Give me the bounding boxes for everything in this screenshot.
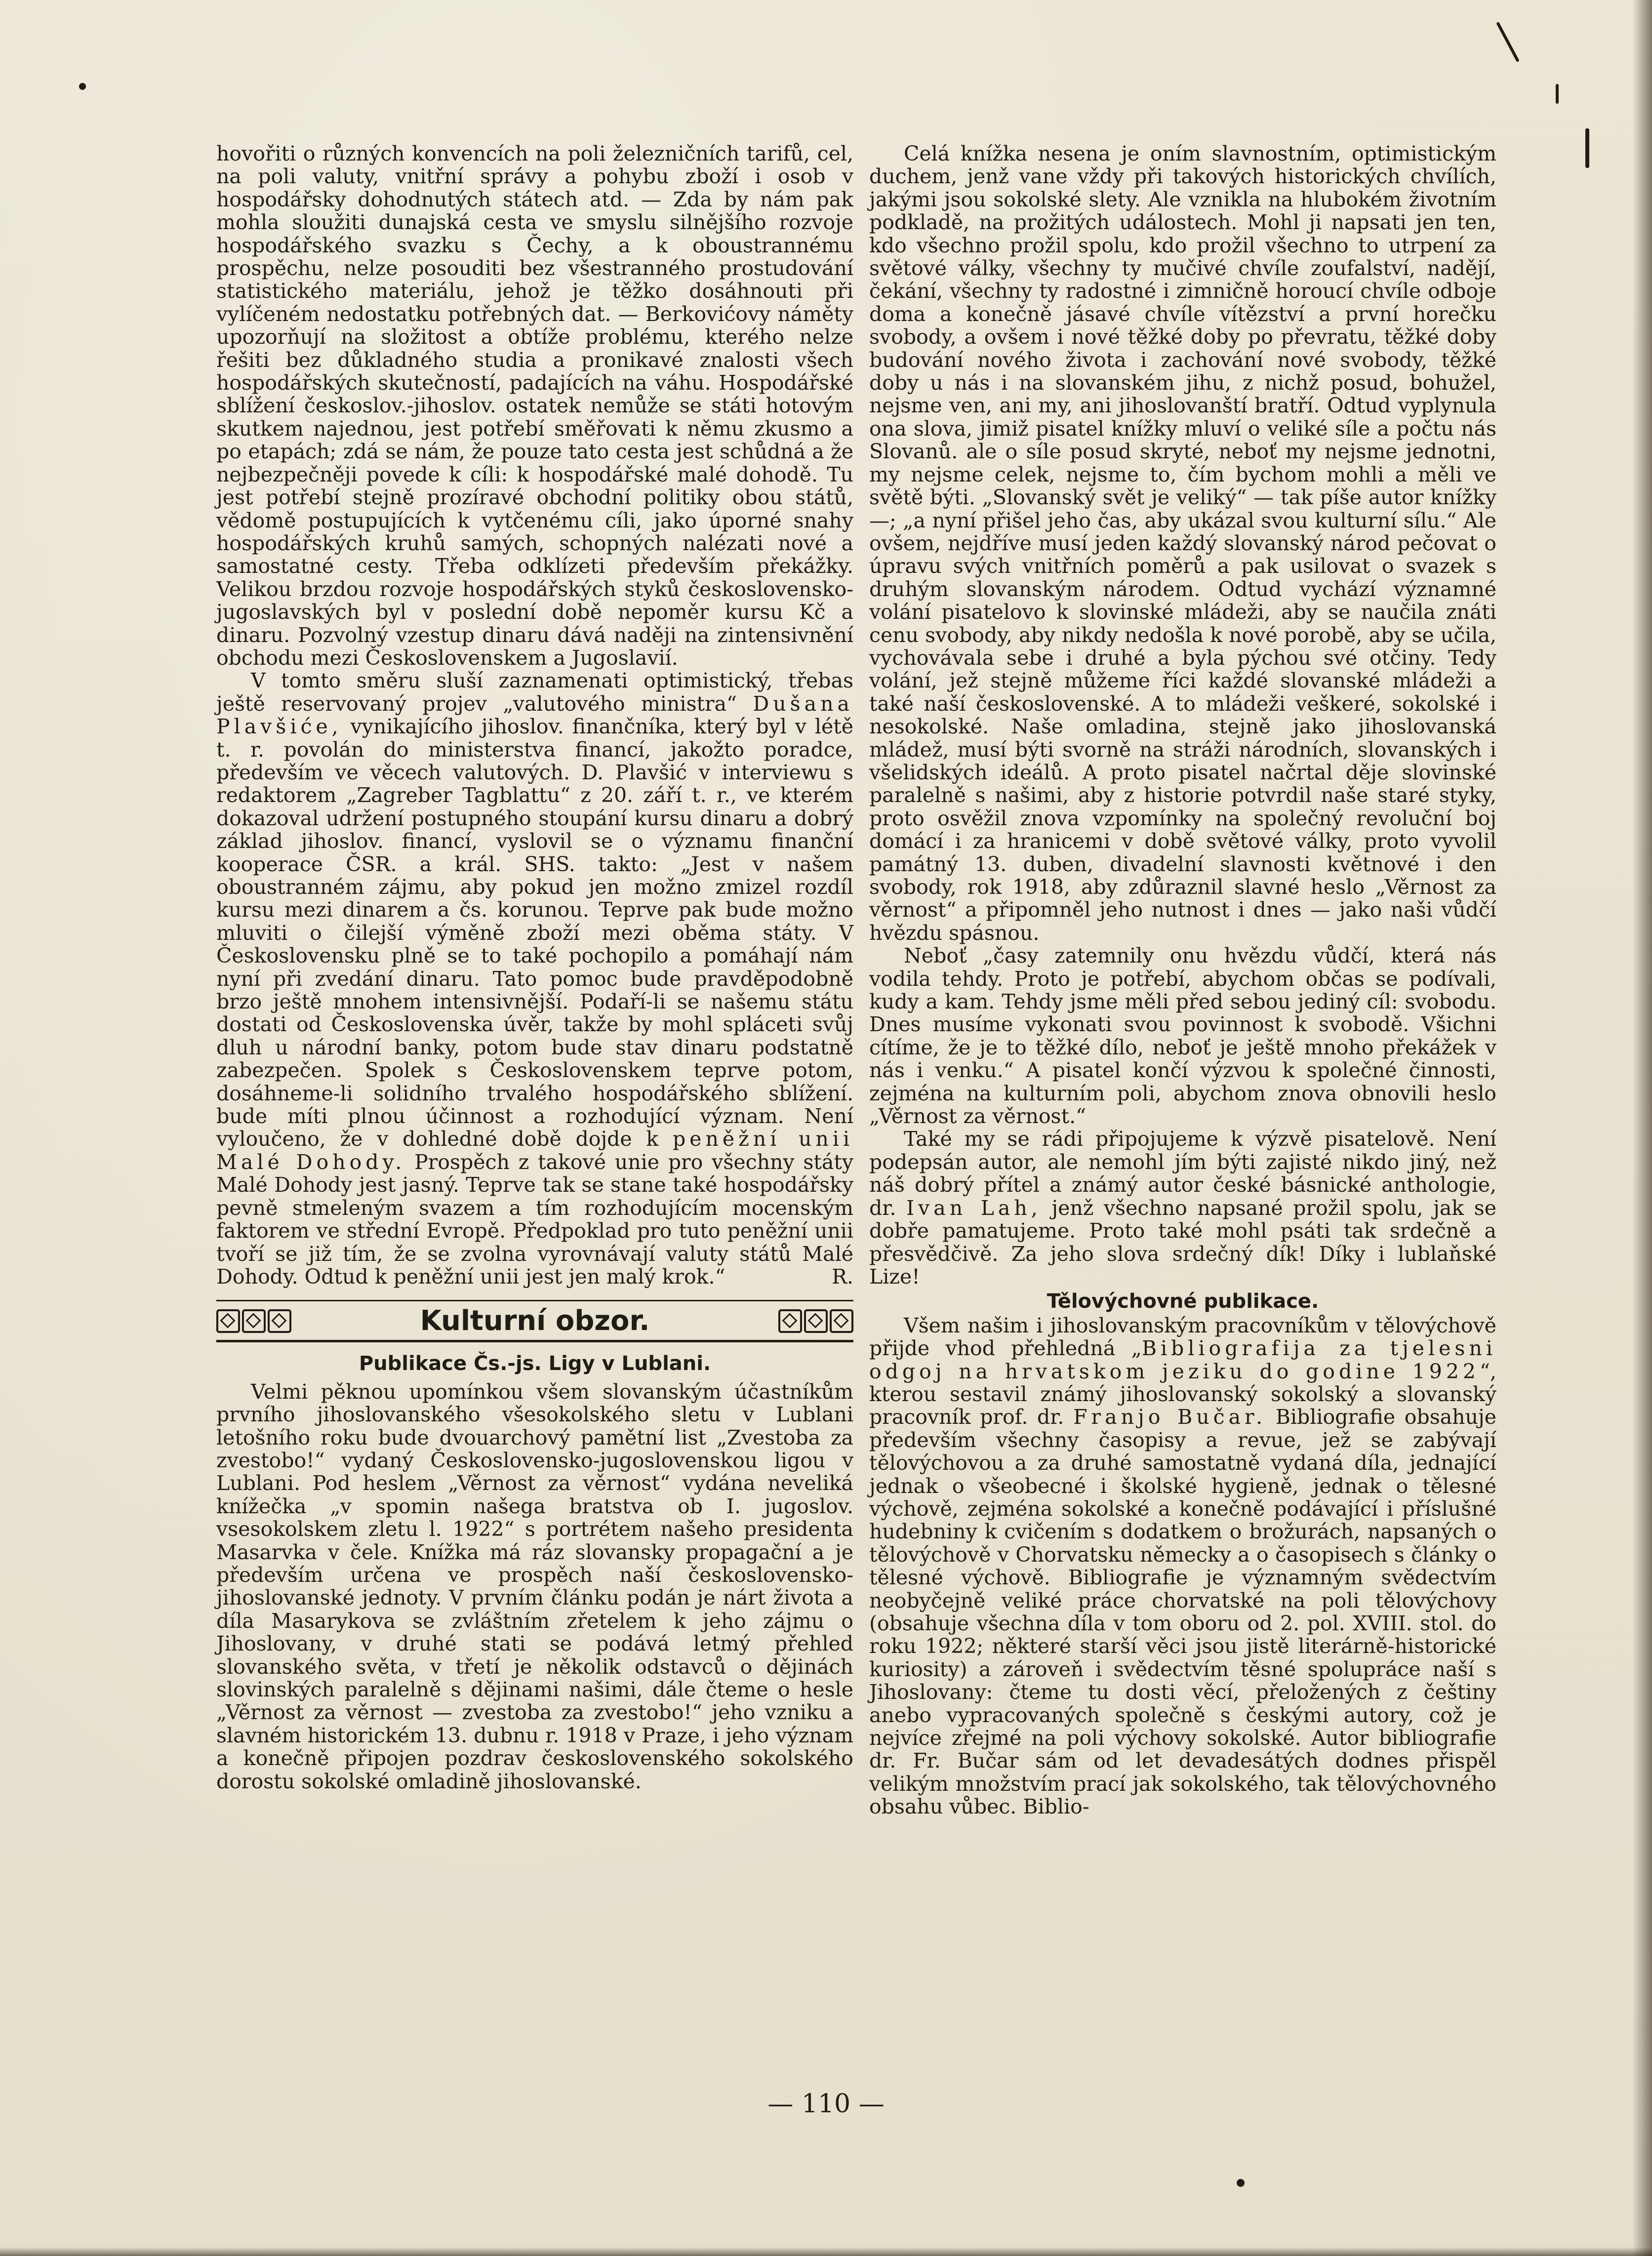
header-rule-top — [216, 1300, 853, 1301]
article-paragraph: Velmi pěknou upomínkou všem slovanským účastníkům prvního jihoslovanského všesokolského sletu v Lublani letošního roku bude dvouarchový pamětní list „Zvestoba za zvestobo!“ vydaný Československo-jugoslovenskou ligou v Lublani. Pod heslem „Věrnost za věrnost“ vydána neveliká knížečka „v spomin našega bratstva ob I. jugoslov. vsesokolskem zletu l. 1922“ s portrétem našeho presidenta Masarvka v čele. Knížka má ráz slovansky propagační a je především určena ve prospěch naší československo-jihoslovanské jednoty. V prvním článku podán je nárt života a díla Masarykova se zvláštním zřetelem k jeho zájmu o Jihoslovany, v druhé stati se podává letmý přehled slovanského světa, v třetí je několik odstavců o dějinách slovinských paralelně s dějinami našimi, dále čteme o hesle „Věrnost za věrnost — zvestoba za zvestobo!“ jeho vzniku a slavném historickém 13. dubnu r. 1918 v Praze, i jeho význam a konečně připojen pozdrav československého sokolského dorostu sokolské omladině jihoslovanské. — [216, 1379, 853, 1793]
paragraph-text: Všem našim i jihoslovanským pracovníkům v tělovýchově přijde vhod přehledná „ — [869, 1313, 1496, 1361]
page-bottom-shadow — [0, 2247, 1652, 2256]
person-name: Dušana Plavšiće, — [216, 691, 853, 739]
article-paragraph: hovořiti o různých konvencích na poli železničních tarifů, cel, na poli valuty, vnitřní správy a pohybu zboží i osob v hospodářsky dohodnutých státech atd. — Zda by nám pak mohla sloužiti dunajská cesta ve smyslu silnějšího rozvoje hospodářského svazku s Čechy, a k oboustrannému prospěchu, nelze posouditi bez všestranného prostudování statistického materiálu, jehož je těžko dosáhnouti při vylíčeném nedostatku potřebných dat. — Berkovićovy náměty upozorňují na složitost a obtíže problému, kterého nelze řešiti bez důkladného studia a pronikavé znalosti všech hospodářských skutečností, padajících na váhu. Hospodářské sblížení českoslov.-jihoslov. ostatek nemůže se státi hotovým skutkem najednou, jest potřebí směřovati k němu zkusmo a po etapách; zdá se nám, že pouze tato cesta jest schůdná a že nejbezpečněji povede k cíli: k hospodářské malé dohodě. Tu jest potřebí stejně prozíravé obchodní politiky obou států, vědomě postupujících k vytčenému cíli, jako úporné snahy hospodářských kruhů samých, schopných nalézati nové a samostatné cesty. Třeba odklízeti především překážky. Velikou brzdou rozvoje hospodářských styků československo-jugoslavských byl v poslední době nepoměr kursu Kč a dinaru. Pozvolný vzestup dinaru dává naději na zintensivnění obchodu mezi Československem a Jugoslavií. — [216, 142, 853, 670]
left-column — [216, 142, 853, 1793]
paragraph-text: vynikajícího jihoslov. finančníka, který byl v létě t. r. povolán do ministerstva financí, jakožto poradce, především ve věcech valutových. D. Plavšić v interviewu s redaktorem „Zagreber Tagblattu“ z 20. září t. r., ve kterém dokazoval udržení postupného stoupání kursu dinaru a dobrý základ jihoslov. financí, vyslovil se o významu finanční kooperace ČSR. a král. SHS. takto: „Jest v našem oboustranném zájmu, aby pokud jen možno zmizel rozdíl kursu mezi dinarem a čs. korunou. Teprve pak bude možno mluviti o čilejší výměně zboží mezi oběma státy. V Československu plně se to také pochopilo a pomáhají nám nyní při zvedání dinaru. Tato pomoc bude pravděpodobně brzo ještě mnohem intensivnější. Podaří-li se našemu státu dostati od Československa úvěr, takže by mohl spláceti svůj dluh u národní banky, potom bude stav dinaru podstatně zabezpečen. Spolek s Československem teprve potom, dosáhneme-li solidního trvalého hospodářského sblížení. bude míti plnou účinnost a rozhodující význam. Není vyloučeno, že v dohledné době dojde k — [216, 715, 853, 1151]
ink-speck — [1496, 22, 1520, 62]
person-name: Franjo Bučar. — [1073, 1405, 1267, 1429]
paragraph-text: Prospěch z takové unie pro všechny státy Malé Dohody jest jasný. Teprve tak se stane také hospodářsky pevně stmeleným svazem a tím rozhodujícím mocenským faktorem ve střední Evropě. Předpoklad pro tuto peněžní unii tvoří se již tím, že se zvolna vyrovnávají valuty států Malé Dohody. Odtud k peněžní unii jest jen malý krok.“ — [216, 1150, 853, 1289]
paragraph-text: jenž všechno napsané prožil spolu, jak se dobře pamatujeme. Proto také mohl psáti tak srdečně a přesvědčivě. Za jeho slova srdečný dík! Díky i lublaňské Lize! — [869, 1196, 1496, 1289]
subsection-title: Publikace Čs.-js. Ligy v Lublani. — [359, 1352, 711, 1375]
ink-speck — [1237, 2179, 1245, 2187]
section-title: Kulturní obzor. — [420, 1305, 650, 1337]
author-signature: R. — [832, 1264, 853, 1289]
article-paragraph: Neboť „časy zatemnily onu hvězdu vůdčí, která nás vodila tehdy. Proto je potřebí, abychom občas se podívali, kudy a kam. Tehdy jsme měli před sebou jediný cíl: svobodu. Dnes musíme vykonati svou povinnost k svobodě. Všichni cítíme, že je to těžké dílo, neboť je ještě mnoho překážek v nás i venku.“ A pisatel končí výzvou k společné činnosti, zejména na kulturním poli, abychom znova obnovili heslo „Věrnost za věrnost.“ — [869, 944, 1496, 1128]
subsection-title: Tělovýchovné publikace. — [1047, 1290, 1319, 1313]
page-edge-shadow — [1632, 0, 1652, 2256]
paragraph-text: V tomto směru sluší zaznamenati optimistický, třebas ještě reservovaný projev „valutového ministra“ — [216, 669, 853, 716]
emphasis-text: peněžní unii Malé Dohody. — [216, 1127, 853, 1174]
ink-speck — [1556, 84, 1559, 104]
paragraph-text: Také my se rádi připojujeme k výzvě pisatelově. Není podepsán autor, ale nemohl jím býti zajisté nikdo jiný, než náš dobrý přítel a známý autor české básnické anthologie, dr. — [869, 1127, 1496, 1220]
right-column — [869, 142, 1496, 1818]
page-number: — 110 — — [767, 2089, 885, 2119]
book-title: Bibliografija za tjelesni odgoj na hrvatskom jeziku do godine 1922 — [869, 1336, 1496, 1383]
header-rule-bottom — [216, 1340, 853, 1342]
ornament-right-icon — [778, 1309, 853, 1333]
article-paragraph — [869, 1128, 1496, 1288]
section-header — [216, 1303, 853, 1339]
paragraph-text: “, kterou sestavil známý jihoslovanský sokolský a slovanský pracovník prof. dr. — [869, 1359, 1496, 1429]
paragraph-text: Bibliografie obsahuje především všechny časopisy a revue, jež se zabývají tělovýchovou a za druhé samostatně vydaná díla, jednající jednak o všeobecné i školské hygieně, jednak o tělesné výchově, zejména sokolské a konečně podávající i příslušné hudebniny k cvičením s dodatkem o brožurách, napsaných o tělovýchově v Chorvatsku německy a o časopisech s články o tělesné výchově. Bibliografie je významným svědectvím neobyčejně veliké práce chorvatské na poli tělovýchovy (obsahuje všechna díla v tom oboru od 2. pol. XVIII. stol. do roku 1922; některé starší věci jsou jistě literárně-historické kuriosity) a zároveň i svědectvím těsné spolupráce naší s Jihoslovany: čteme tu dosti věcí, přeložených z češtiny anebo vypracovaných společně s českými autory, což je nejvíce zřejmé na poli výchovy sokolské. Autor bibliografie dr. Fr. Bučar sám od let devadesátých dodnes přispěl velikým množstvím prací jak sokolského, tak tělovýchovného obsahu vůbec. Biblio- — [869, 1405, 1496, 1819]
ink-speck — [79, 83, 86, 90]
ink-speck — [1585, 128, 1589, 168]
article-paragraph — [216, 669, 853, 1288]
article-paragraph — [869, 1314, 1496, 1818]
article-paragraph: Celá knížka nesena je oním slavnostním, optimistickým duchem, jenž vane vždy při takových historických chvílích, jakými jsou sokolské slety. Ale vznikla na hlubokém životním podkladě, na prožitých událostech. Mohl ji napsati jen ten, kdo všechno prožil spolu, kdo prožil všechno to utrpení za světové války, všechny ty mučivé chvíle zoufalství, nadějí, čekání, všechny ty radostné i zimničně horoucí chvíle odboje doma a konečně jásavé chvíle vítězství a první horečku svobody, a ovšem i nové těžké doby po převratu, těžké doby budování nového života i zachování nové svobody, těžké doby u nás i na slovanském jihu, z nichž posud, bohužel, nejsme ven, ani my, ani jihoslovanští bratří. Odtud vyplynula ona slova, jimiž pisatel knížky mluví o veliké síle a počtu nás Slovanů. ale o síle posud skryté, neboť my nejsme jednotni, my nejsme celek, nejsme to, čím bychom mohli a měli ve světě býti. „Slovanský svět je veliký“ — tak píše autor knížky —; „a nyní přišel jeho čas, aby ukázal svou kulturní sílu.“ Ale ovšem, nejdříve musí jeden každý slovanský národ pečovat o úpravu svých vnitřních poměrů a pak usilovat o svazek s druhým slovanským národem. Odtud vychází významné volání pisatelovo k slovinské mládeži, aby se naučila znáti cenu svobody, aby nikdy nedošla k nové porobě, aby se učila, vychovávala sebe i druhé a byla pýchou své otčiny. Tedy volání, jež stejně můžeme říci každé slovanské mládeži a také naší československé. A to mládeži veškeré, sokolské i nesokolské. Naše omladina, stejně jako jihoslovanská mládež, musí býti svorně na stráži národních, slovanských i všelidských ideálů. A proto pisatel načrtal děje slovinské paralelně s našimi, aby z historie potvrdil naše staré styky, proto osvěžil znova vzpomínky na společný revoluční boj domácí i za hranicemi v době světové války, proto vyvolil památný 13. duben, divadelní slavnosti květnové i den svobody, rok 1918, aby zdůraznil slavné heslo „Věrnost za věrnost“ a připomněl jeho nutnost i dnes — jako naši vůdčí hvězdu spásnou. — [869, 142, 1496, 945]
ornament-left-icon — [216, 1309, 291, 1333]
person-name: Ivan Lah, — [906, 1196, 1042, 1220]
